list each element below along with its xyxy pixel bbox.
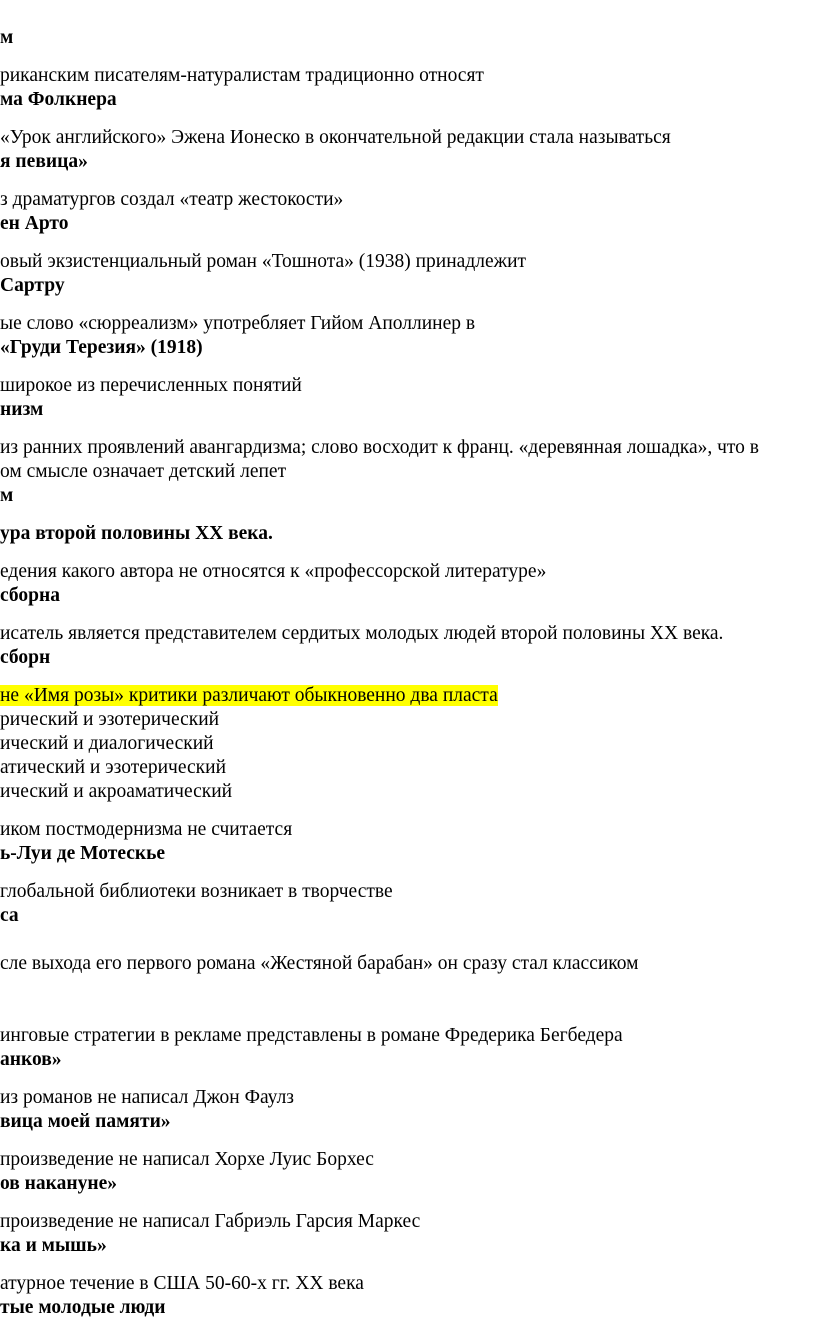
option-line: ический и диалогический bbox=[0, 733, 214, 754]
question-line: произведение не написал Габриэль Гарсия Маркес bbox=[0, 1211, 421, 1232]
answer-line: тые молодые люди bbox=[0, 1297, 166, 1318]
answer-line: сборн bbox=[0, 647, 51, 668]
highlighted-text: не «Имя розы» критики различают обыкновенно два пласта bbox=[0, 685, 498, 706]
answer-line: ен Арто bbox=[0, 213, 69, 234]
answer-line: я певица» bbox=[0, 151, 88, 172]
section-heading: ура второй половины ХХ века. bbox=[0, 523, 273, 544]
question-line: исатель является представителем сердитых молодых людей второй половины ХХ века. bbox=[0, 623, 724, 644]
question-line: атурное течение в США 50-60-х гг. ХХ века bbox=[0, 1273, 364, 1294]
option-line: рический и эзотерический bbox=[0, 709, 220, 730]
answer-line: низм bbox=[0, 399, 44, 420]
question-line: овый экзистенциальный роман «Тошнота» (1938) принадлежит bbox=[0, 251, 527, 272]
question-line bbox=[0, 684, 498, 708]
option-line: атический и эзотерический bbox=[0, 757, 227, 778]
option-line: ический и акроаматический bbox=[0, 781, 233, 802]
question-line: из романов не написал Джон Фаулз bbox=[0, 1087, 295, 1108]
question-line: з драматургов создал «театр жестокости» bbox=[0, 189, 344, 210]
answer-line: ка и мышь» bbox=[0, 1235, 107, 1256]
answer-line: ов накануне» bbox=[0, 1173, 117, 1194]
question-line: риканским писателям-натуралистам традиционно относят bbox=[0, 65, 484, 86]
answer-line: сборна bbox=[0, 585, 60, 606]
question-line: широкое из перечисленных понятий bbox=[0, 375, 302, 396]
question-line: ые слово «сюрреализм» употребляет Гийом Аполлинер в bbox=[0, 313, 476, 334]
answer-line: «Груди Терезия» (1918) bbox=[0, 337, 203, 358]
answer-line: вица моей памяти» bbox=[0, 1111, 171, 1132]
question-line: из ранних проявлений авангардизма; слово восходит к франц. «деревянная лошадка», что в bbox=[0, 437, 760, 458]
answer-line: са bbox=[0, 905, 19, 926]
question-line: ом смысле означает детский лепет bbox=[0, 461, 287, 482]
answer-line: ь-Луи де Мотескье bbox=[0, 843, 166, 864]
question-line: иком постмодернизма не считается bbox=[0, 819, 293, 840]
question-line: глобальной библиотеки возникает в творчестве bbox=[0, 881, 393, 902]
answer-line: Сартру bbox=[0, 275, 65, 296]
answer-line: анков» bbox=[0, 1049, 62, 1070]
question-line: сле выхода его первого романа «Жестяной барабан» он сразу стал классиком bbox=[0, 953, 639, 974]
question-line: «Урок английского» Эжена Ионеско в окончательной редакции стала называться bbox=[0, 127, 671, 148]
question-line: инговые стратегии в рекламе представлены в романе Фредерика Бегбедера bbox=[0, 1025, 623, 1046]
answer-line: м bbox=[0, 27, 14, 48]
question-line: произведение не написал Хорхе Луис Борхес bbox=[0, 1149, 374, 1170]
answer-line: ма Фолкнера bbox=[0, 89, 117, 110]
answer-line: м bbox=[0, 485, 14, 506]
question-line: едения какого автора не относятся к «профессорской литературе» bbox=[0, 561, 547, 582]
